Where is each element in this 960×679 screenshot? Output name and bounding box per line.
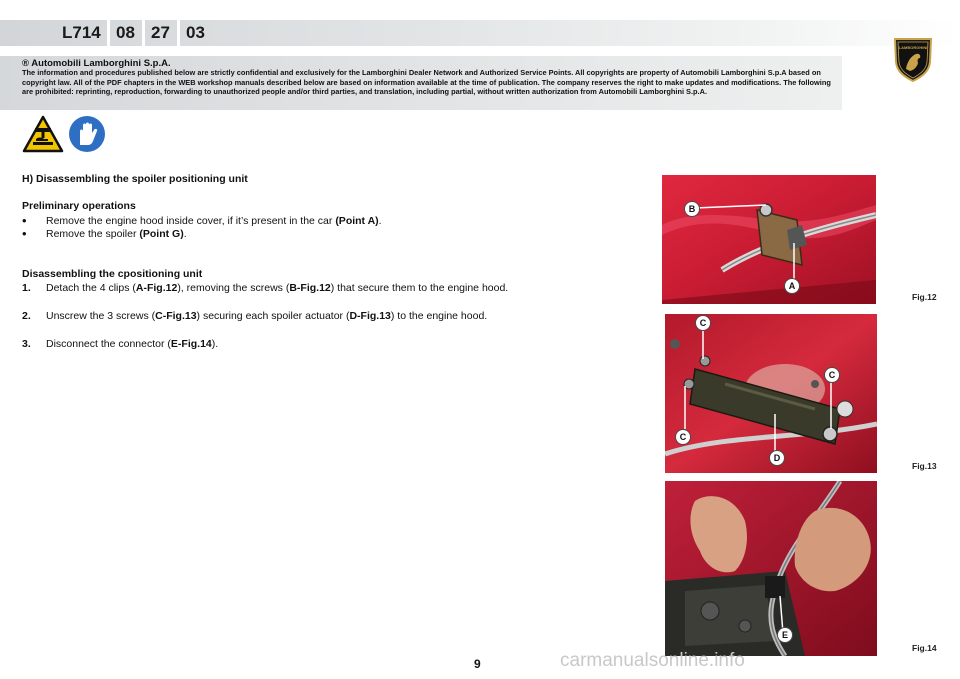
callout-label: B [684, 201, 700, 217]
figure-caption: Fig.14 [912, 643, 937, 653]
step-item: 2. Unscrew the 3 screws (C-Fig.13) securing each spoiler actuator (D-Fig.13) to the engine hood. [22, 310, 488, 322]
bullet-item: • Remove the spoiler (Point G). [22, 226, 187, 241]
protective-gloves-icon [68, 115, 106, 153]
bullet-item: • Remove the engine hood inside cover, if it’s present in the car (Point A). [22, 213, 382, 228]
section-heading: H) Disassembling the spoiler positioning unit [22, 173, 248, 185]
callout-label: C [695, 315, 711, 331]
warning-crush-icon [22, 115, 64, 153]
figure-12-photo [662, 175, 876, 304]
manual-code-model: L714 [62, 23, 101, 42]
callout-label: E [777, 627, 793, 643]
notice-text: The information and procedures published below are strictly confidential and exclusively for the Lamborghini Dealer Network and Authorized Service Points. All copyrights are property of Automobili Lamborghini S.p.A based on copyright law. All of the PDF chapters in the WEB workshop manuals described below are based on information available at the time of publication. The company reserves the right to make updates and modifications. The following are prohibited: reprinting, reproduction, forwarding to unauthorized people and/or third parties, and translation, including partial, without written authorization from Automobili Lamborghini S.p.A. [22, 68, 831, 97]
manual-code-group: 08 [107, 20, 148, 46]
figure-caption: Fig.13 [912, 461, 937, 471]
logo-lettering: LAMBORGHINI [898, 45, 928, 50]
lamborghini-logo [893, 36, 933, 82]
callout-label: A [784, 278, 800, 294]
preliminary-heading: Preliminary operations [22, 200, 136, 212]
callout-label: C [824, 367, 840, 383]
step-item: 3. Disconnect the connector (E-Fig.14). [22, 338, 219, 350]
callout-label: D [769, 450, 785, 466]
figure-14-photo [665, 481, 877, 656]
page-number: 9 [474, 657, 481, 671]
manual-code-subgroup: 27 [142, 20, 183, 46]
watermark: carmanualsonline.info [560, 650, 745, 671]
manual-code-section: 03 [177, 20, 218, 46]
figure-13-photo [665, 314, 877, 473]
figure-caption: Fig.12 [912, 292, 937, 302]
notice-title: ® Automobili Lamborghini S.p.A. [22, 58, 171, 69]
disassembly-heading: Disassembling the cpositioning unit [22, 268, 203, 280]
callout-label: C [675, 429, 691, 445]
step-item: 1. Detach the 4 clips (A-Fig.12), removing the screws (B-Fig.12) that secure them to the engine hood. [22, 282, 509, 294]
